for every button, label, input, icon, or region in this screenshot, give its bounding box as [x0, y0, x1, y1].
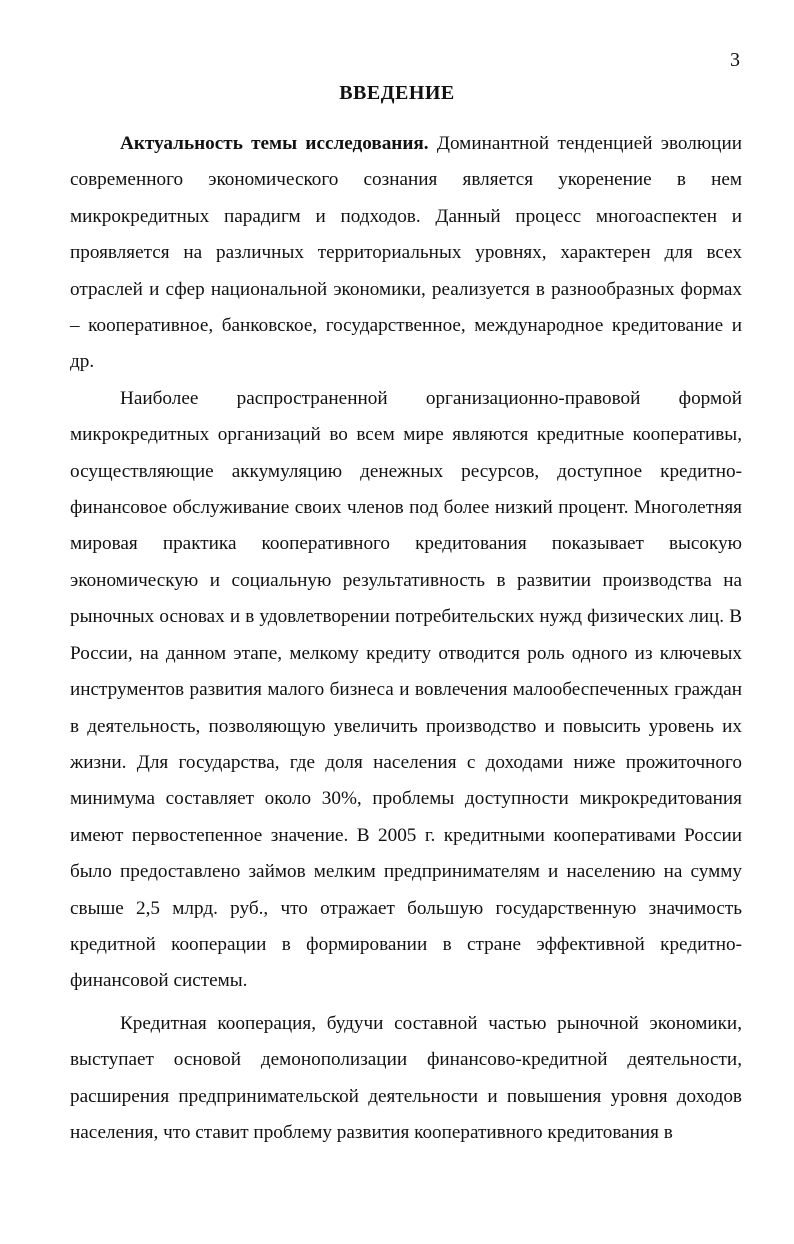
section-title: ВВЕДЕНИЕ: [339, 82, 455, 104]
paragraph-lead: Актуальность темы исследования.: [120, 133, 429, 154]
paragraph-credit-cooperatives: Наиболее распространенной организационно-правовой формой микрокредитных организаций во всем мире являются кредитные кооперативы, осуществляющие аккумуляцию денежных ресурсов, доступное кредитно-финансовое обслуживание своих членов под более низкий процент. Многолетняя мировая практика кооперативного кредитования показывает высокую экономическую и социальную результативность в развитии производства на рыночных основах и в удовлетворении потребительских нужд физических лиц. В России, на данном этапе, мелкому кредиту отводится роль одного из ключевых инструментов развития малого бизнеса и вовлечения малообеспеченных граждан в деятельность, позволяющую увеличить производство и повысить уровень их жизни. Для государства, где доля населения с доходами ниже прожиточного минимума составляет около 30%, проблемы доступности микрокредитования имеют первостепенное значение. В 2005 г. кредитными кооперативами России было предоставлено займов мелким предпринимателям и населению на сумму свыше 2,5 млрд. руб., что отражает большую государственную значимость кредитной кооперации в формировании в стране эффективной кредитно-финансовой системы.: [70, 387, 742, 992]
page-number: 3: [730, 49, 740, 71]
paragraph-relevance: [70, 126, 742, 381]
paragraph-credit-cooperation: Кредитная кооперация, будучи составной частью рыночной экономики, выступает основой демонополизации финансово-кредитной деятельности, расширения предпринимательской деятельности и повышения уровня доходов населения, что ставит проблему развития кооперативного кредитования в: [70, 1012, 742, 1143]
body-text: [70, 126, 742, 1151]
paragraph-text: Доминантной тенденцией эволюции современного экономического сознания является укоренение в нем микрокредитных парадигм и подходов. Данный процесс многоаспектен и проявляется на различных территориальных уровнях, характерен для всех отраслей и сфер национальной экономики, реализуется в разнообразных формах – кооперативное, банковское, государственное, международное кредитование и др.: [70, 133, 742, 373]
